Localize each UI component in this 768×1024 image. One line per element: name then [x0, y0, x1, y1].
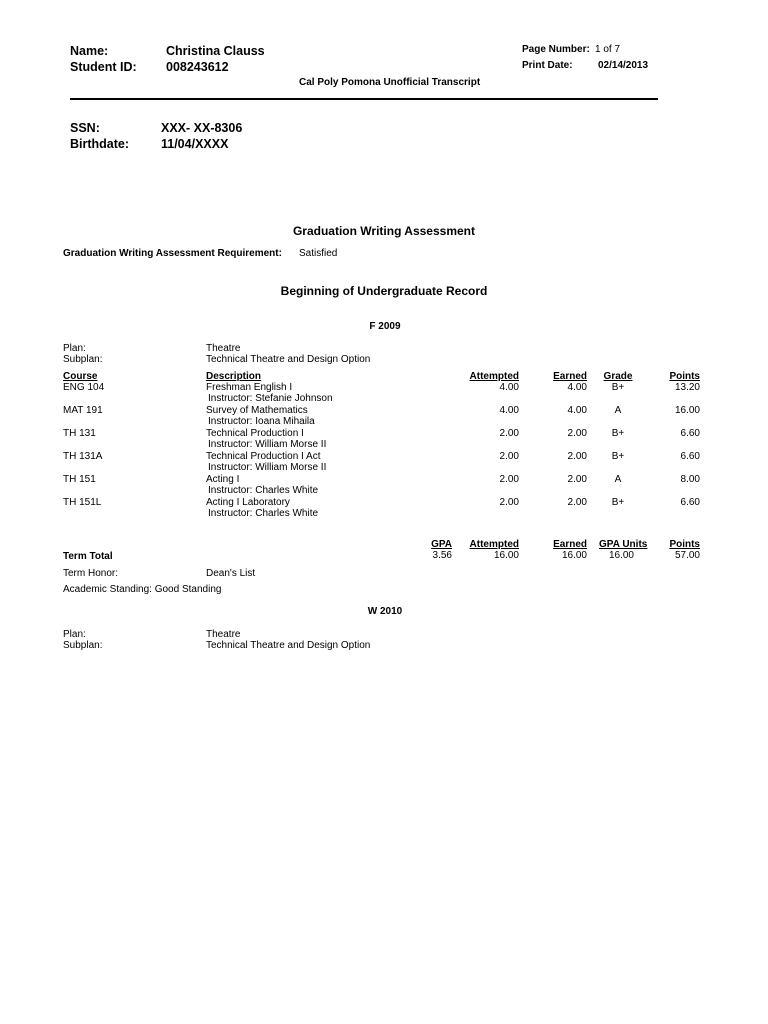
record-title: Beginning of Undergraduate Record [280, 284, 488, 298]
student-id-label: Student ID: [70, 60, 137, 74]
course-attempted: 4.00 [499, 382, 519, 393]
course-code: TH 151 [63, 474, 96, 485]
course-earned: 4.00 [567, 382, 587, 393]
course-code: ENG 104 [63, 382, 105, 393]
course-description: Survey of Mathematics [206, 405, 308, 416]
col-earned: Earned [553, 371, 587, 382]
student-name: Christina Clauss [166, 44, 265, 58]
course-code: TH 131A [63, 451, 103, 462]
gwa-title: Graduation Writing Assessment [292, 224, 476, 238]
page-number: 1 of 7 [595, 44, 621, 55]
plan-label: Plan: [63, 343, 86, 354]
course-earned: 2.00 [567, 428, 587, 439]
course-points: 6.60 [680, 428, 700, 439]
course-points: 6.60 [680, 497, 700, 508]
course-attempted: 2.00 [499, 428, 519, 439]
birthdate-value: 11/04/XXXX [161, 137, 229, 151]
ssn-label: SSN: [70, 121, 100, 135]
course-grade: B+ [611, 497, 625, 508]
total-gpa-units: 16.00 [608, 550, 634, 561]
header-divider [70, 98, 658, 100]
course-instructor: Instructor: Charles White [208, 508, 319, 519]
course-code: MAT 191 [63, 405, 103, 416]
term-honor-value: Dean's List [206, 568, 256, 579]
course-grade: A [614, 405, 622, 416]
course-points: 6.60 [680, 451, 700, 462]
total-points-label: Points [669, 539, 700, 550]
term2-plan-value: Theatre [206, 629, 241, 640]
term2-subplan-label: Subplan: [63, 640, 103, 651]
course-earned: 2.00 [567, 497, 587, 508]
plan-value: Theatre [206, 343, 241, 354]
subplan-value: Technical Theatre and Design Option [206, 354, 371, 365]
course-instructor: Instructor: Charles White [208, 485, 319, 496]
name-label: Name: [70, 44, 109, 58]
course-points: 13.20 [674, 382, 700, 393]
course-description: Technical Production I Act [206, 451, 321, 462]
course-attempted: 2.00 [499, 474, 519, 485]
course-code: TH 131 [63, 428, 96, 439]
total-points: 57.00 [674, 550, 700, 561]
col-grade: Grade [603, 371, 633, 382]
course-earned: 4.00 [567, 405, 587, 416]
total-gpa-units-label: GPA Units [599, 539, 648, 550]
term2-subplan-value: Technical Theatre and Design Option [206, 640, 371, 651]
course-grade: B+ [611, 451, 625, 462]
term-honor-label: Term Honor: [63, 568, 119, 579]
page-number-label: Page Number: [522, 44, 590, 55]
student-id: 008243612 [166, 60, 229, 74]
term2-plan-label: Plan: [63, 629, 86, 640]
transcript-title-text: Cal Poly Pomona Unofficial Transcript [299, 77, 481, 88]
gwa-requirement-label: Graduation Writing Assessment Requirement: [63, 248, 282, 259]
print-date: 02/14/2013 [598, 60, 649, 71]
course-instructor: Instructor: Stefanie Johnson [208, 393, 333, 404]
course-description: Technical Production I [206, 428, 304, 439]
course-grade: B+ [611, 428, 625, 439]
total-earned-label: Earned [553, 539, 587, 550]
course-description: Acting I Laboratory [206, 497, 290, 508]
total-gpa: 3.56 [432, 550, 452, 561]
course-code: TH 151L [63, 497, 102, 508]
course-description: Freshman English I [206, 382, 293, 393]
col-points: Points [669, 371, 700, 382]
total-earned: 16.00 [561, 550, 587, 561]
gwa-requirement-value: Satisfied [299, 248, 338, 259]
print-date-label: Print Date: [522, 60, 573, 71]
course-instructor: Instructor: Ioana Mihaila [208, 416, 315, 427]
course-points: 8.00 [680, 474, 700, 485]
course-instructor: Instructor: William Morse II [208, 439, 327, 450]
course-earned: 2.00 [567, 474, 587, 485]
term-name: F 2009 [369, 321, 401, 332]
course-points: 16.00 [674, 405, 700, 416]
birthdate-label: Birthdate: [70, 137, 130, 151]
col-attempted: Attempted [469, 371, 519, 382]
col-course: Course [63, 371, 98, 382]
course-description: Acting I [206, 474, 240, 485]
course-attempted: 4.00 [499, 405, 519, 416]
term2-name: W 2010 [367, 606, 403, 617]
course-grade: B+ [611, 382, 625, 393]
course-earned: 2.00 [567, 451, 587, 462]
term-total-label: Term Total [63, 551, 113, 562]
course-attempted: 2.00 [499, 497, 519, 508]
course-grade: A [614, 474, 622, 485]
ssn-value: XXX- XX-8306 [161, 121, 243, 135]
col-description: Description [206, 371, 262, 382]
total-attempted: 16.00 [493, 550, 519, 561]
total-gpa-label: GPA [431, 539, 452, 550]
academic-standing: Academic Standing: Good Standing [63, 584, 222, 595]
total-attempted-label: Attempted [469, 539, 519, 550]
course-instructor: Instructor: William Morse II [208, 462, 327, 473]
course-attempted: 2.00 [499, 451, 519, 462]
subplan-label: Subplan: [63, 354, 103, 365]
